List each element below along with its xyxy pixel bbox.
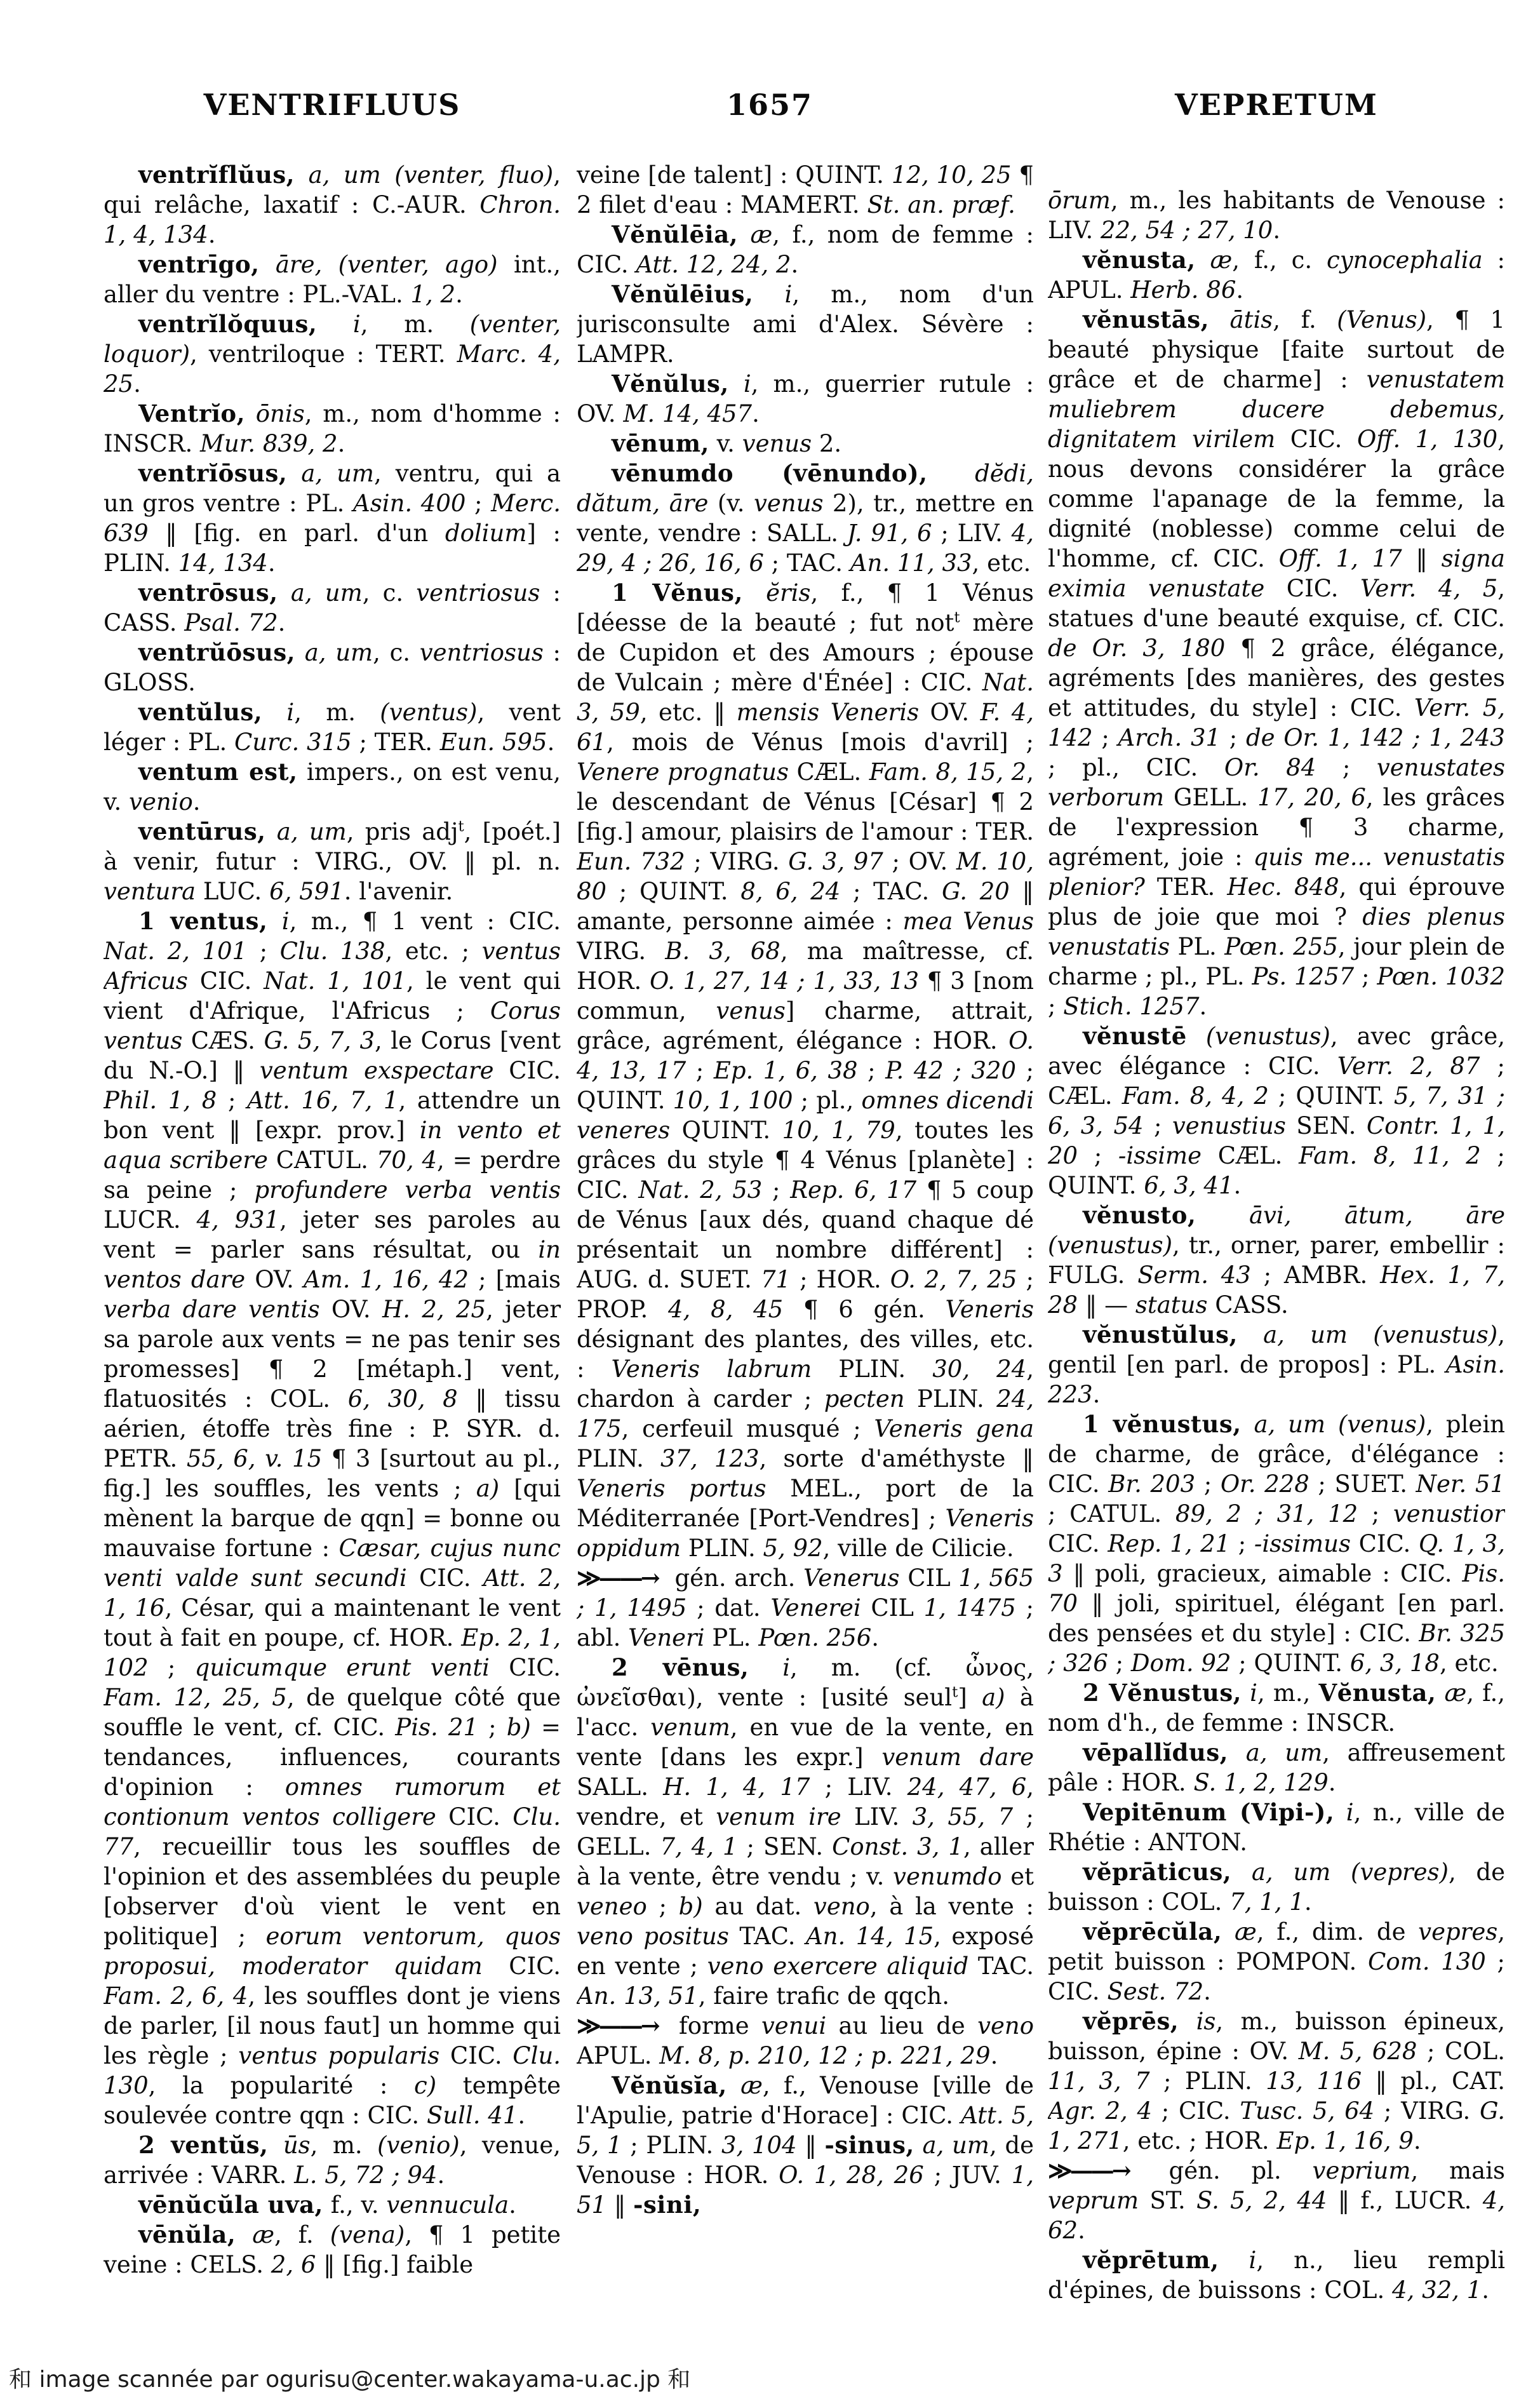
headword: ventrĭflŭus, <box>138 161 295 189</box>
headword: 1 Vĕnus, <box>612 579 743 607</box>
headword: Ventrĭo, <box>138 400 245 427</box>
dictionary-entry: Vĕnŭlēius, i, m., nom d'un jurisconsulte ami d'Alex. Sévère : LAMPR. <box>577 280 1034 368</box>
dictionary-entry: vĕnustē (venustus), avec grâce, avec élégance : CIC. Verr. 2, 87 ; CÆL. Fam. 8, 4, 2 ; QUINT. 5, 7, 31 ; 6, 3, 54 ; venustius SEN. Contr. 1, 1, 20 ; -issime CÆL. Fam. 8, 11, 2 ; QUINT. 6, 3, 41. <box>1048 1022 1505 1199</box>
dictionary-entry: Vĕnŭlus, i, m., guerrier rutule : OV. M. 14, 457. <box>577 370 1034 427</box>
dictionary-entry: vĕnustŭlus, a, um (venustus), gentil [en parl. de propos] : PL. Asin. 223. <box>1048 1321 1505 1408</box>
dictionary-entry: 1 vĕnustus, a, um (venus), plein de charme, de grâce, d'élégance : CIC. Br. 203 ; Or. 228 ; SUET. Ner. 51 ; CATUL. 89, 2 ; 31, 12 ; venustior CIC. Rep. 1, 21 ; -issimus CIC. Q. 1, 3, 3 ‖ poli, gracieux, aimable : CIC. Pis. 70 ‖ joli, spirituel, élégant [en parl. des pensées et du style] : CIC. Br. 325 ; 326 ; Dom. 92 ; QUINT. 6, 3, 18, etc. <box>1048 1410 1505 1677</box>
dictionary-entry: 2 ventŭs, ūs, m. (venio), venue, arrivée : VARR. L. 5, 72 ; 94. <box>104 2131 561 2189</box>
headword: vĕprēcŭla, <box>1083 1918 1222 1946</box>
running-head-right: VEPRETUM <box>1175 88 1378 122</box>
headword: ventrĭōsus, <box>138 459 288 487</box>
headword: -sinus, <box>824 2131 914 2159</box>
remark-arrow-icon: ≫——→ <box>577 2012 658 2040</box>
headword: ventrĭlŏquus, <box>138 310 318 338</box>
headword: Vĕnusta, <box>1318 1679 1436 1707</box>
headword: vĕnusta, <box>1083 246 1196 274</box>
headword: Vĕnŭlēius, <box>612 280 754 308</box>
headword: -sini, <box>633 2191 702 2219</box>
headword: vēnum, <box>612 429 709 457</box>
headword: ventrōsus, <box>138 579 278 607</box>
text-column-3 <box>1048 185 1505 2345</box>
dictionary-entry: Vepitēnum (Vipi-), i, n., ville de Rhétie : ANTON. <box>1048 1798 1505 1856</box>
dictionary-entry: vĕprētum, i, n., lieu rempli d'épines, de buissons : COL. 4, 32, 1. <box>1048 2246 1505 2304</box>
dictionary-entry: ventrĭōsus, a, um, ventru, qui a un gros ventre : PL. Asin. 400 ; Merc. 639 ‖ [fig. en parl. d'un dolium] : PLIN. 14, 134. <box>104 459 561 577</box>
remark-paragraph: ≫——→ forme venui au lieu de veno APUL. M. 8, p. 210, 12 ; p. 221, 29. <box>577 2012 1034 2069</box>
headword: 2 vēnus, <box>612 1653 749 1681</box>
headword: Vĕnŭsĭa, <box>612 2071 727 2099</box>
headword: ventrŭōsus, <box>138 638 296 666</box>
dictionary-entry: vēpallĭdus, a, um, affreusement pâle : HOR. S. 1, 2, 129. <box>1048 1738 1505 1796</box>
headword: vēnŭcŭla uva, <box>138 2191 323 2219</box>
dictionary-entry: Vĕnŭsĭa, æ, f., Venouse [ville de l'Apulie, patrie d'Horace] : CIC. Att. 5, 5, 1 ; PLIN. 3, 104 ‖ -sinus, a, um, de Venouse : HOR. O. 1, 28, 26 ; JUV. 1, 51 ‖ -sini, <box>577 2071 1034 2219</box>
dictionary-entry: ventrīgo, āre, (venter, ago) int., aller du ventre : PL.-VAL. 1, 2. <box>104 250 561 308</box>
headword: vĕnustās, <box>1083 306 1209 333</box>
dictionary-entry: ōrum, m., les habitants de Venouse : LIV. 22, 54 ; 27, 10. <box>1048 187 1505 244</box>
page-number: 1657 <box>726 88 814 122</box>
dictionary-entry: vĕprāticus, a, um (vepres), de buisson : COL. 7, 1, 1. <box>1048 1858 1505 1916</box>
headword: Vepitēnum (Vipi-), <box>1083 1798 1335 1826</box>
dictionary-entry: ventrōsus, a, um, c. ventriosus : CASS. Psal. 72. <box>104 579 561 636</box>
headword: vĕnustē <box>1083 1022 1187 1050</box>
dictionary-entry: veine [de talent] : QUINT. 12, 10, 25 ¶ 2 filet d'eau : MAMERT. St. an. præf. <box>577 161 1034 218</box>
running-head-left: VENTRIFLUUS <box>203 88 461 122</box>
dictionary-entry: vĕnusta, æ, f., c. cynocephalia : APUL. Herb. 86. <box>1048 246 1505 304</box>
dictionary-entry: ventūrus, a, um, pris adj$^t$, [poét.] à venir, futur : VIRG., OV. ‖ pl. n. ventura LUC. 6, 591. l'avenir. <box>104 817 561 905</box>
dictionary-entry: 2 vēnus, i, m. (cf. ὦνος, ὠνεῖσθαι), vente : [usité seul$^t$] a) à l'acc. venum, en vue de la vente, en vente [dans les expr.] venum dare SALL. H. 1, 4, 17 ; LIV. 24, 47, 6, vendre, et venum ire LIV. 3, 55, 7 ; GELL. 7, 4, 1 ; SEN. Const. 3, 1, aller à la vente, être vendu ; v. venumdo et veneo ; b) au dat. veno, à la vente : veno positus TAC. An. 14, 15, exposé en vente ; veno exercere aliquid TAC. An. 13, 51, faire trafic de qqch. <box>577 1653 1034 2010</box>
headword: vēpallĭdus, <box>1083 1738 1229 1766</box>
headword: 1 vĕnustus, <box>1083 1410 1242 1438</box>
headword: vēnŭla, <box>138 2221 236 2248</box>
headword: vĕnusto, <box>1083 1201 1196 1229</box>
dictionary-entry: ventrĭlŏquus, i, m. (venter, loquor), ventriloque : TERT. Marc. 4, 25. <box>104 310 561 398</box>
remark-arrow-icon: ≫——→ <box>577 1564 658 1592</box>
remark-arrow-icon: ≫——→ <box>1048 2156 1129 2184</box>
text-column-2 <box>577 160 1034 2345</box>
dictionary-entry: 1 ventus, i, m., ¶ 1 vent : CIC. Nat. 2, 101 ; Clu. 138, etc. ; ventus Africus CIC. Nat. 1, 101, le vent qui vient d'Afrique, l'Africus ; Corus ventus CÆS. G. 5, 7, 3, le Corus [vent du N.-O.] ‖ ventum exspectare CIC. Phil. 1, 8 ; Att. 16, 7, 1, attendre un bon vent ‖ [expr. prov.] in vento et aqua scribere CATUL. 70, 4, = perdre sa peine ; profundere verba ventis LUCR. 4, 931, jeter ses paroles au vent = parler sans résultat, ou in ventos dare OV. Am. 1, 16, 42 ; [mais verba dare ventis OV. H. 2, 25, jeter sa parole aux vents = ne pas tenir ses promesses] ¶ 2 [métaph.] vent, flatuosités : COL. 6, 30, 8 ‖ tissu aérien, étoffe très fine : P. SYR. d. PETR. 55, 6, v. 15 ¶ 3 [surtout au pl., fig.] les souffles, les vents ; a) [qui mènent la barque de qqn] = bonne ou mauvaise fortune : Cæsar, cujus nunc venti valde sunt secundi CIC. Att. 2, 1, 16, César, qui a maintenant le vent tout à fait en poupe, cf. HOR. Ep. 2, 1, 102 ; quicumque erunt venti CIC. Fam. 12, 25, 5, de quelque côté que souffle le vent, cf. CIC. Pis. 21 ; b) = tendances, influences, courants d'opinion : omnes rumorum et contionum ventos colligere CIC. Clu. 77, recueillir tous les souffles de l'opinion et des assemblées du peuple [observer d'où vient le vent en politique] ; eorum ventorum, quos proposui, moderator quidam CIC. Fam. 2, 6, 4, les souffles dont je viens de parler, [il nous faut] un homme qui les règle ; ventus popularis CIC. Clu. 130, la popularité : c) tempête soulevée contre qqn : CIC. Sull. 41. <box>104 907 561 2129</box>
headword: 2 Vĕnustus, <box>1083 1679 1242 1707</box>
headword: ventum est, <box>138 758 298 786</box>
headword: vĕprētum, <box>1083 2246 1219 2274</box>
headword: 2 ventŭs, <box>138 2131 269 2159</box>
dictionary-entry: Vĕnŭlēia, æ, f., nom de femme : CIC. Att. 12, 24, 2. <box>577 220 1034 278</box>
text-column-1 <box>104 160 561 2345</box>
dictionary-entry: ventrŭōsus, a, um, c. ventriosus : GLOSS. <box>104 638 561 696</box>
headword: ventrīgo, <box>138 250 260 278</box>
dictionary-entry: vēnŭla, æ, f. (vena), ¶ 1 petite veine : CELS. 2, 6 ‖ [fig.] faible <box>104 2221 561 2278</box>
scan-credit-note: 和 image scannée par ogurisu@center.wakayama-u.ac.jp 和 <box>9 2367 691 2393</box>
dictionary-entry: vēnumdo (vēnundo), dĕdi, dătum, āre (v. venus 2), tr., mettre en vente, vendre : SALL. J. 91, 6 ; LIV. 4, 29, 4 ; 26, 16, 6 ; TAC. An. 11, 33, etc. <box>577 459 1034 577</box>
dictionary-entry: vĕprēs, is, m., buisson épineux, buisson, épine : OV. M. 5, 628 ; COL. 11, 3, 7 ; PLIN. 13, 116 ‖ pl., CAT. Agr. 2, 4 ; CIC. Tusc. 5, 64 ; VIRG. G. 1, 271, etc. ; HOR. Ep. 1, 16, 9. <box>1048 2007 1505 2154</box>
headword: vēnumdo (vēnundo), <box>612 459 928 487</box>
headword: ventŭlus, <box>138 698 263 726</box>
headword: Vĕnŭlēia, <box>612 220 739 248</box>
dictionary-entry: ventŭlus, i, m. (ventus), vent léger : PL. Curc. 315 ; TER. Eun. 595. <box>104 698 561 756</box>
headword: vĕprāticus, <box>1083 1858 1232 1886</box>
headword: vĕprēs, <box>1083 2007 1179 2035</box>
dictionary-entry: ventum est, impers., on est venu, v. venio. <box>104 758 561 816</box>
headword: Vĕnŭlus, <box>612 370 729 398</box>
dictionary-entry: vēnŭcŭla uva, f., v. vennucula. <box>138 2191 516 2219</box>
dictionary-entry: Ventrĭo, ōnis, m., nom d'homme : INSCR. Mur. 839, 2. <box>104 400 561 457</box>
headword: 1 ventus, <box>138 907 268 935</box>
headword: ventūrus, <box>138 817 266 845</box>
dictionary-entry: 2 Vĕnustus, i, m., Vĕnusta, æ, f., nom d'h., de femme : INSCR. <box>1048 1679 1505 1737</box>
headword: vĕnustŭlus, <box>1083 1321 1238 1348</box>
remark-paragraph: ≫——→ gén. pl. veprium, mais veprum ST. S. 5, 2, 44 ‖ f., LUCR. 4, 62. <box>1048 2156 1505 2244</box>
dictionary-entry: ventrĭflŭus, a, um (venter, fluo), qui relâche, laxatif : C.-AUR. Chron. 1, 4, 134. <box>104 161 561 248</box>
dictionary-entry: 1 Vĕnus, ĕris, f., ¶ 1 Vénus [déesse de la beauté ; fut not$^t$ mère de Cupidon et des Amours ; épouse de Vulcain ; mère d'Énée] : CIC. Nat. 3, 59, etc. ‖ mensis Veneris OV. F. 4, 61, mois de Vénus [mois d'avril] ; Venere prognatus CÆL. Fam. 8, 15, 2, le descendant de Vénus [César] ¶ 2 [fig.] amour, plaisirs de l'amour : TER. Eun. 732 ; VIRG. G. 3, 97 ; OV. M. 10, 80 ; QUINT. 8, 6, 24 ; TAC. G. 20 ‖ amante, personne aimée : mea Venus VIRG. B. 3, 68, ma maîtresse, cf. HOR. O. 1, 27, 14 ; 1, 33, 13 ¶ 3 [nom commun, venus] charme, attrait, grâce, agrément, élégance : HOR. O. 4, 13, 17 ; Ep. 1, 6, 38 ; P. 42 ; 320 ; QUINT. 10, 1, 100 ; pl., omnes dicendi veneres QUINT. 10, 1, 79, toutes les grâces du style ¶ 4 Vénus [planète] : CIC. Nat. 2, 53 ; Rep. 6, 17 ¶ 5 coup de Vénus [aux dés, quand chaque dé présentait un nombre différent] : AUG. d. SUET. 71 ; HOR. O. 2, 7, 25 ; PROP. 4, 8, 45 ¶ 6 gén. Veneris désignant des plantes, des villes, etc. : Veneris labrum PLIN. 30, 24, chardon à carder ; pecten PLIN. 24, 175, cerfeuil musqué ; Veneris gena PLIN. 37, 123, sorte d'améthyste ‖ Veneris portus MEL., port de la Méditerranée [Port-Vendres] ; Veneris oppidum PLIN. 5, 92, ville de Cilicie. <box>577 579 1034 1562</box>
dictionary-entry: vĕprēcŭla, æ, f., dim. de vepres, petit buisson : POMPON. Com. 130 ; CIC. Sest. 72. <box>1048 1918 1505 2005</box>
dictionary-entry: vēnum, v. venus 2. <box>612 429 842 457</box>
dictionary-entry: vĕnusto, āvi, ātum, āre (venustus), tr., orner, parer, embellir : FULG. Serm. 43 ; AMBR. Hex. 1, 7, 28 ‖ — status CASS. <box>1048 1201 1505 1319</box>
dictionary-entry: vĕnustās, ātis, f. (Venus), ¶ 1 beauté physique [faite surtout de grâce et de charme] : venustatem muliebrem ducere debemus, dignitatem virilem CIC. Off. 1, 130, nous devons considérer la grâce comme l'apanage de la femme, la dignité (noblesse) comme celui de l'homme, cf. CIC. Off. 1, 17 ‖ signa eximia venustate CIC. Verr. 4, 5, statues d'une beauté exquise, cf. CIC. de Or. 3, 180 ¶ 2 grâce, élégance, agréments [des manières, des gestes et attitudes, du style] : CIC. Verr. 5, 142 ; Arch. 31 ; de Or. 1, 142 ; 1, 243 ; pl., CIC. Or. 84 ; venustates verborum GELL. 17, 20, 6, les grâces de l'expression ¶ 3 charme, agrément, joie : quis me... venustatis plenior? TER. Hec. 848, qui éprouve plus de joie que moi ? dies plenus venustatis PL. Pœn. 255, jour plein de charme ; pl., PL. Ps. 1257 ; Pœn. 1032 ; Stich. 1257. <box>1048 306 1505 1020</box>
remark-paragraph: ≫——→ gén. arch. Venerus CIL 1, 565 ; 1, 1495 ; dat. Venerei CIL 1, 1475 ; abl. Veneri PL. Pœn. 256. <box>577 1564 1034 1651</box>
